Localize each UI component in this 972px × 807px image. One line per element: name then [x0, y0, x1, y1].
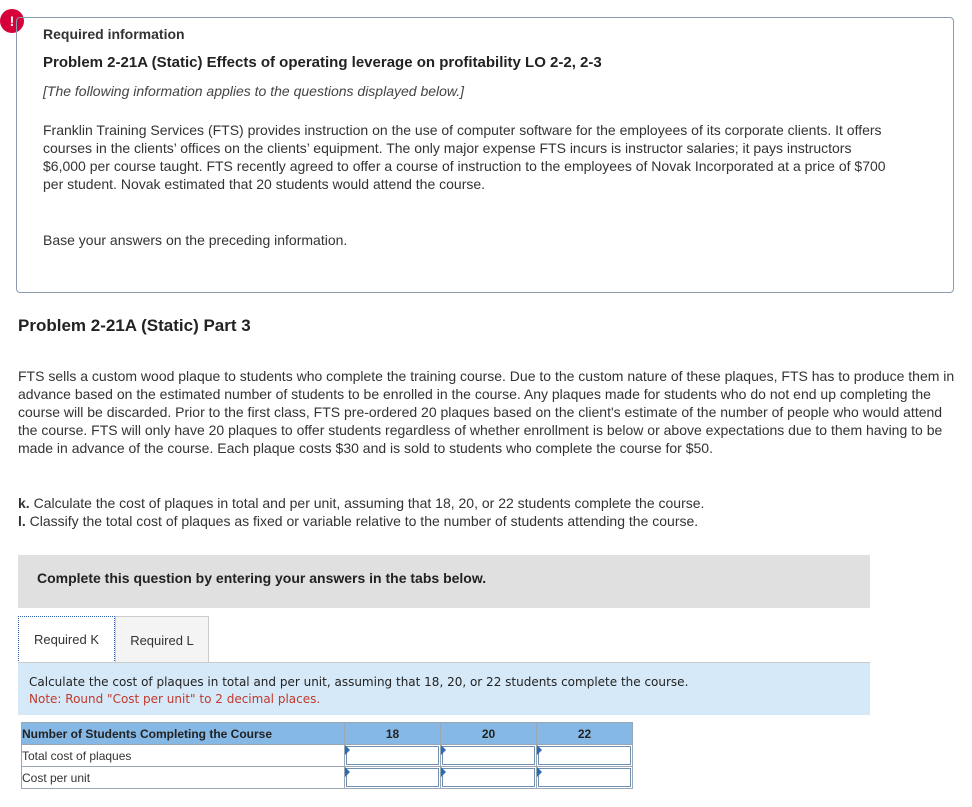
column-header-18: 18: [345, 723, 441, 745]
instructions-banner: [18, 555, 870, 608]
table-row-cost-per-unit: [22, 767, 633, 789]
problem-title: Problem 2-21A (Static) Effects of operating leverage on profitability LO 2-2, 2-3: [43, 54, 602, 71]
input-field[interactable]: [346, 746, 439, 765]
column-header-20: 20: [441, 723, 537, 745]
requirement-k-text: Calculate the cost of plaques in total and per unit, assuming that 18, 20, or 22 students complete the course.: [29, 495, 705, 511]
cost-per-unit-input-18[interactable]: [345, 767, 441, 789]
table-row-total-cost: [22, 745, 633, 767]
input-marker-icon: [345, 745, 350, 755]
row-label-total-cost: Total cost of plaques: [22, 745, 345, 767]
input-marker-icon: [441, 745, 446, 755]
input-marker-icon: [441, 767, 446, 777]
instructions-box: [18, 663, 870, 715]
row-label-cost-per-unit: Cost per unit: [22, 767, 345, 789]
answer-table: [21, 722, 633, 789]
cost-per-unit-input-20[interactable]: [441, 767, 537, 789]
requirement-l-letter: l.: [18, 513, 26, 529]
input-field[interactable]: [346, 768, 439, 787]
input-marker-icon: [537, 745, 542, 755]
input-marker-icon: [537, 767, 542, 777]
input-field[interactable]: [538, 768, 631, 787]
input-field[interactable]: [442, 746, 535, 765]
part-title: Problem 2-21A (Static) Part 3: [18, 316, 251, 335]
tab-required-l[interactable]: Required L: [115, 616, 209, 663]
input-field[interactable]: [538, 746, 631, 765]
requirement-l-text: Classify the total cost of plaques as fixed or variable relative to the number of students attending the course.: [25, 513, 699, 529]
table-header-label: Number of Students Completing the Course: [22, 723, 345, 745]
total-cost-input-18[interactable]: [345, 745, 441, 767]
total-cost-input-22[interactable]: [537, 745, 633, 767]
rounding-note: Note: Round "Cost per unit" to 2 decimal places.: [29, 692, 321, 706]
requirement-l: [18, 513, 698, 529]
answer-table-header-row: [22, 723, 633, 745]
column-header-22: 22: [537, 723, 633, 745]
requirement-k-letter: k.: [18, 495, 30, 511]
base-note: Base your answers on the preceding information.: [43, 232, 348, 248]
alert-icon: !: [0, 9, 24, 33]
required-information-heading: Required information: [43, 26, 185, 42]
tab-required-k[interactable]: Required K: [18, 616, 115, 663]
requirement-k: [18, 495, 704, 511]
input-field[interactable]: [442, 768, 535, 787]
total-cost-input-20[interactable]: [441, 745, 537, 767]
applies-note: [The following information applies to the questions displayed below.]: [43, 83, 465, 99]
part-paragraph: FTS sells a custom wood plaque to students who complete the training course. Due to the custom nature of these plaques, FTS has to produce them in advance based on the estimated number of students to be enrolled in the course. Any plaques made for students who do not end up completing the course will be discarded. Prior to the first class, FTS pre-ordered 20 plaques based on the client's estimate of the number of people who would attend the course. FTS will only have 20 plaques to offer students regardless of whether enrollment is below or above expectations due to them having to be made in advance of the course. Each plaque costs $30 and is sold to students who complete the course for $50.: [18, 368, 955, 456]
banner-text: Complete this question by entering your answers in the tabs below.: [37, 570, 487, 586]
info-paragraph: Franklin Training Services (FTS) provides instruction on the use of computer software for the employees of its corporate clients. It offers courses in the clients’ offices on the clients’ equipment. The only major expense FTS incurs is instructor salaries; it pays instructors $6,000 per course taught. FTS recently agreed to offer a course of instruction to the employees of Novak Incorporated at a price of $700 per student. Novak estimated that 20 students would attend the course.: [43, 122, 886, 192]
instructions-text: Calculate the cost of plaques in total and per unit, assuming that 18, 20, or 22 students complete the course.: [29, 675, 689, 689]
input-marker-icon: [345, 767, 350, 777]
cost-per-unit-input-22[interactable]: [537, 767, 633, 789]
